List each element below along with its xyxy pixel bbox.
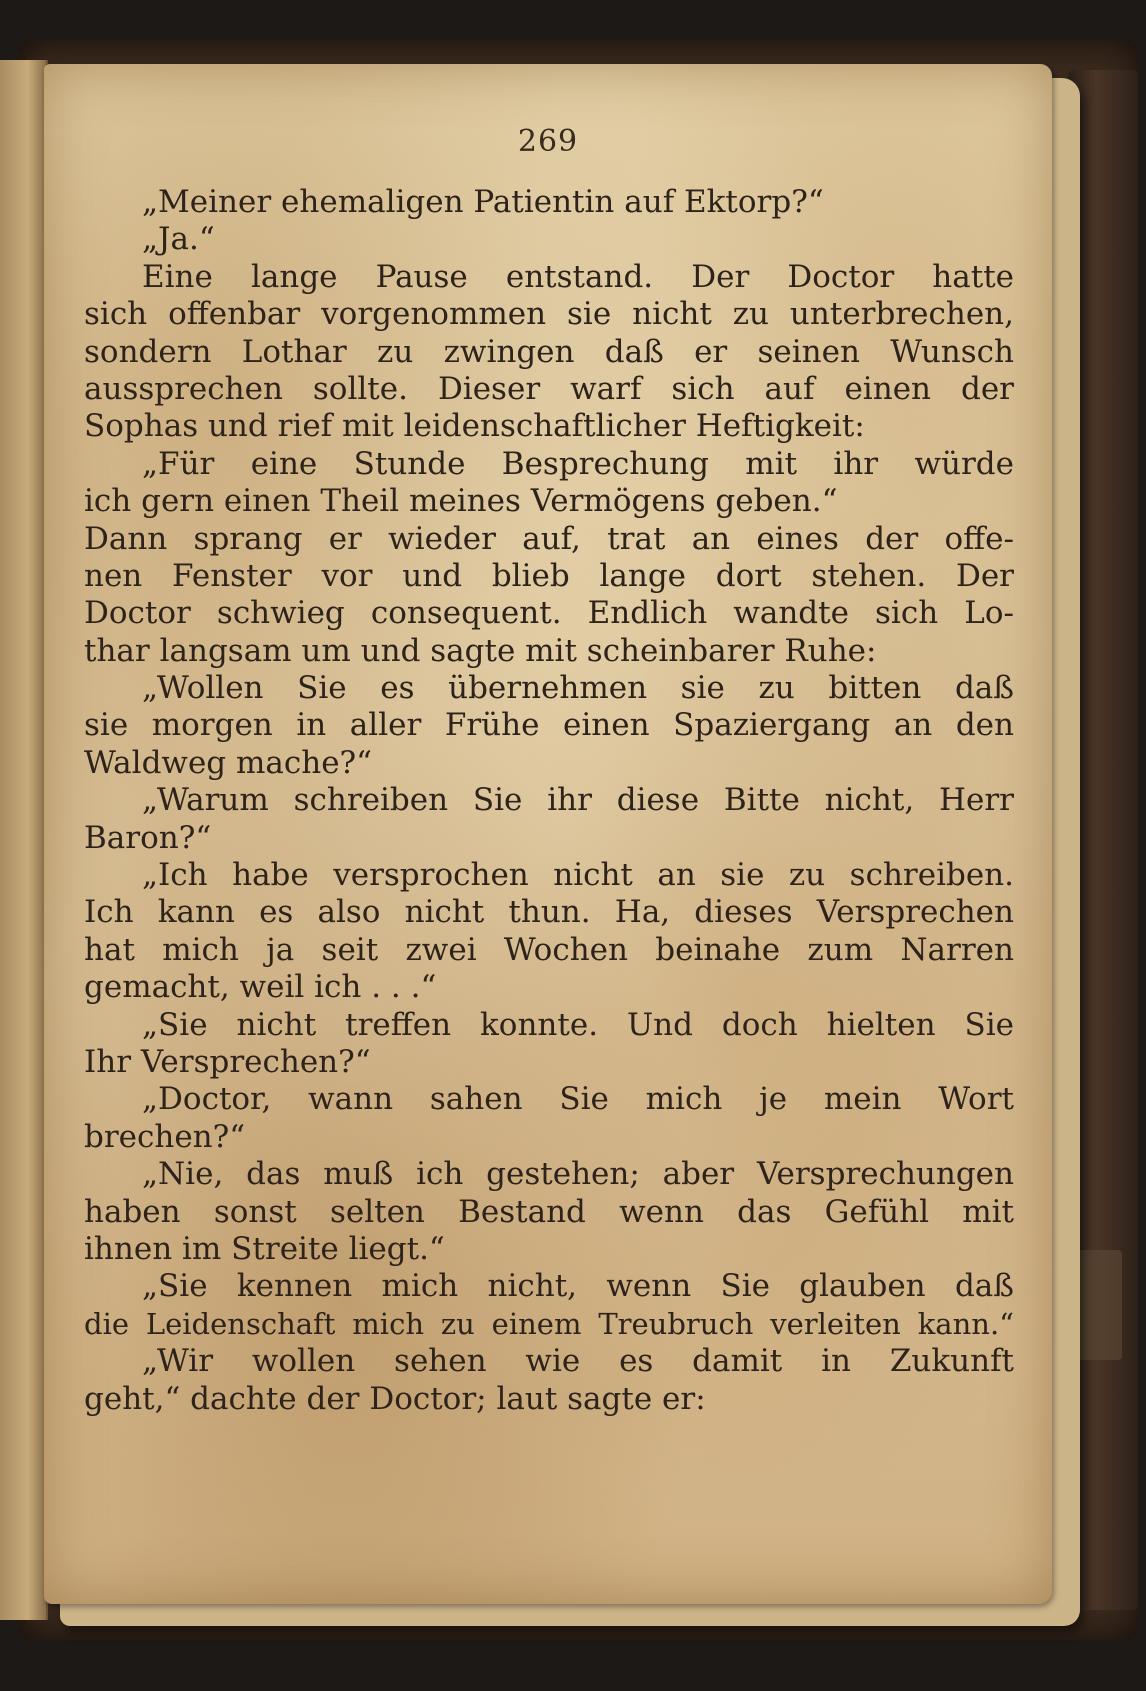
text-line: Ihr Versprechen?“ xyxy=(84,1043,371,1080)
text-line: Sophas und rief mit leidenschaftlicher Heftigkeit: xyxy=(84,408,865,445)
text-line: sie morgen in aller Frühe einen Spaziergang an den xyxy=(84,707,1014,744)
text-line: Eine lange Pause entstand. Der Doctor hatte xyxy=(142,258,1014,295)
text-line: geht,“ dachte der Doctor; laut sagte er: xyxy=(84,1380,706,1417)
text-line: „Sie kennen mich nicht, wenn Sie glauben daß xyxy=(142,1268,1014,1305)
text-line: brechen?“ xyxy=(84,1118,246,1155)
text-line: Waldweg mache?“ xyxy=(84,744,373,781)
text-line: „Wir wollen sehen wie es damit in Zukunft xyxy=(142,1343,1014,1380)
text-line: die Leidenschaft mich zu einem Treubruch verleiten kann.“ xyxy=(84,1306,1014,1341)
text-line: sich offenbar vorgenommen sie nicht zu unterbrechen, xyxy=(84,296,1014,333)
text-line: nen Fenster vor und blieb lange dort stehen. Der xyxy=(84,557,1014,594)
body-text xyxy=(84,184,1014,1418)
text-line: Ich kann es also nicht thun. Ha, dieses Versprechen xyxy=(84,894,1014,931)
text-line: thar langsam um und sagte mit scheinbarer Ruhe: xyxy=(84,632,877,669)
text-line: Doctor schwieg consequent. Endlich wandte sich Lo- xyxy=(84,595,1014,632)
text-line: „Doctor, wann sahen Sie mich je mein Wort xyxy=(142,1081,1014,1118)
text-line: „Sie nicht treffen konnte. Und doch hielten Sie xyxy=(142,1006,1014,1043)
text-line: ich gern einen Theil meines Vermögens geben.“ xyxy=(84,483,838,520)
text-line: hat mich ja seit zwei Wochen beinahe zum Narren xyxy=(84,931,1014,968)
text-line: gemacht, weil ich . . .“ xyxy=(84,969,437,1006)
text-line: „Ich habe versprochen nicht an sie zu schreiben. xyxy=(142,857,1014,894)
text-line: „Warum schreiben Sie ihr diese Bitte nicht, Herr xyxy=(142,782,1014,819)
left-page-edge xyxy=(0,60,48,1620)
text-line: „Für eine Stunde Besprechung mit ihr würde xyxy=(142,445,1014,482)
text-line: Dann sprang er wieder auf, trat an eines der offe- xyxy=(84,520,1014,557)
text-line: sondern Lothar zu zwingen daß er seinen Wunsch xyxy=(84,333,1014,370)
text-line: „Ja.“ xyxy=(142,221,215,258)
text-line: „Nie, das muß ich gestehen; aber Versprechungen xyxy=(142,1156,1014,1193)
text-line: Baron?“ xyxy=(84,819,212,856)
text-line: ihnen im Streite liegt.“ xyxy=(84,1230,445,1267)
book-page xyxy=(44,64,1052,1604)
text-line: „Wollen Sie es übernehmen sie zu bitten daß xyxy=(142,670,1014,707)
text-line: „Meiner ehemaligen Patientin auf Ektorp?“ xyxy=(142,184,824,220)
text-line: aussprechen sollte. Dieser warf sich auf einen der xyxy=(84,370,1014,407)
text-line: haben sonst selten Bestand wenn das Gefühl mit xyxy=(84,1193,1014,1230)
page-number: 269 xyxy=(517,124,579,159)
